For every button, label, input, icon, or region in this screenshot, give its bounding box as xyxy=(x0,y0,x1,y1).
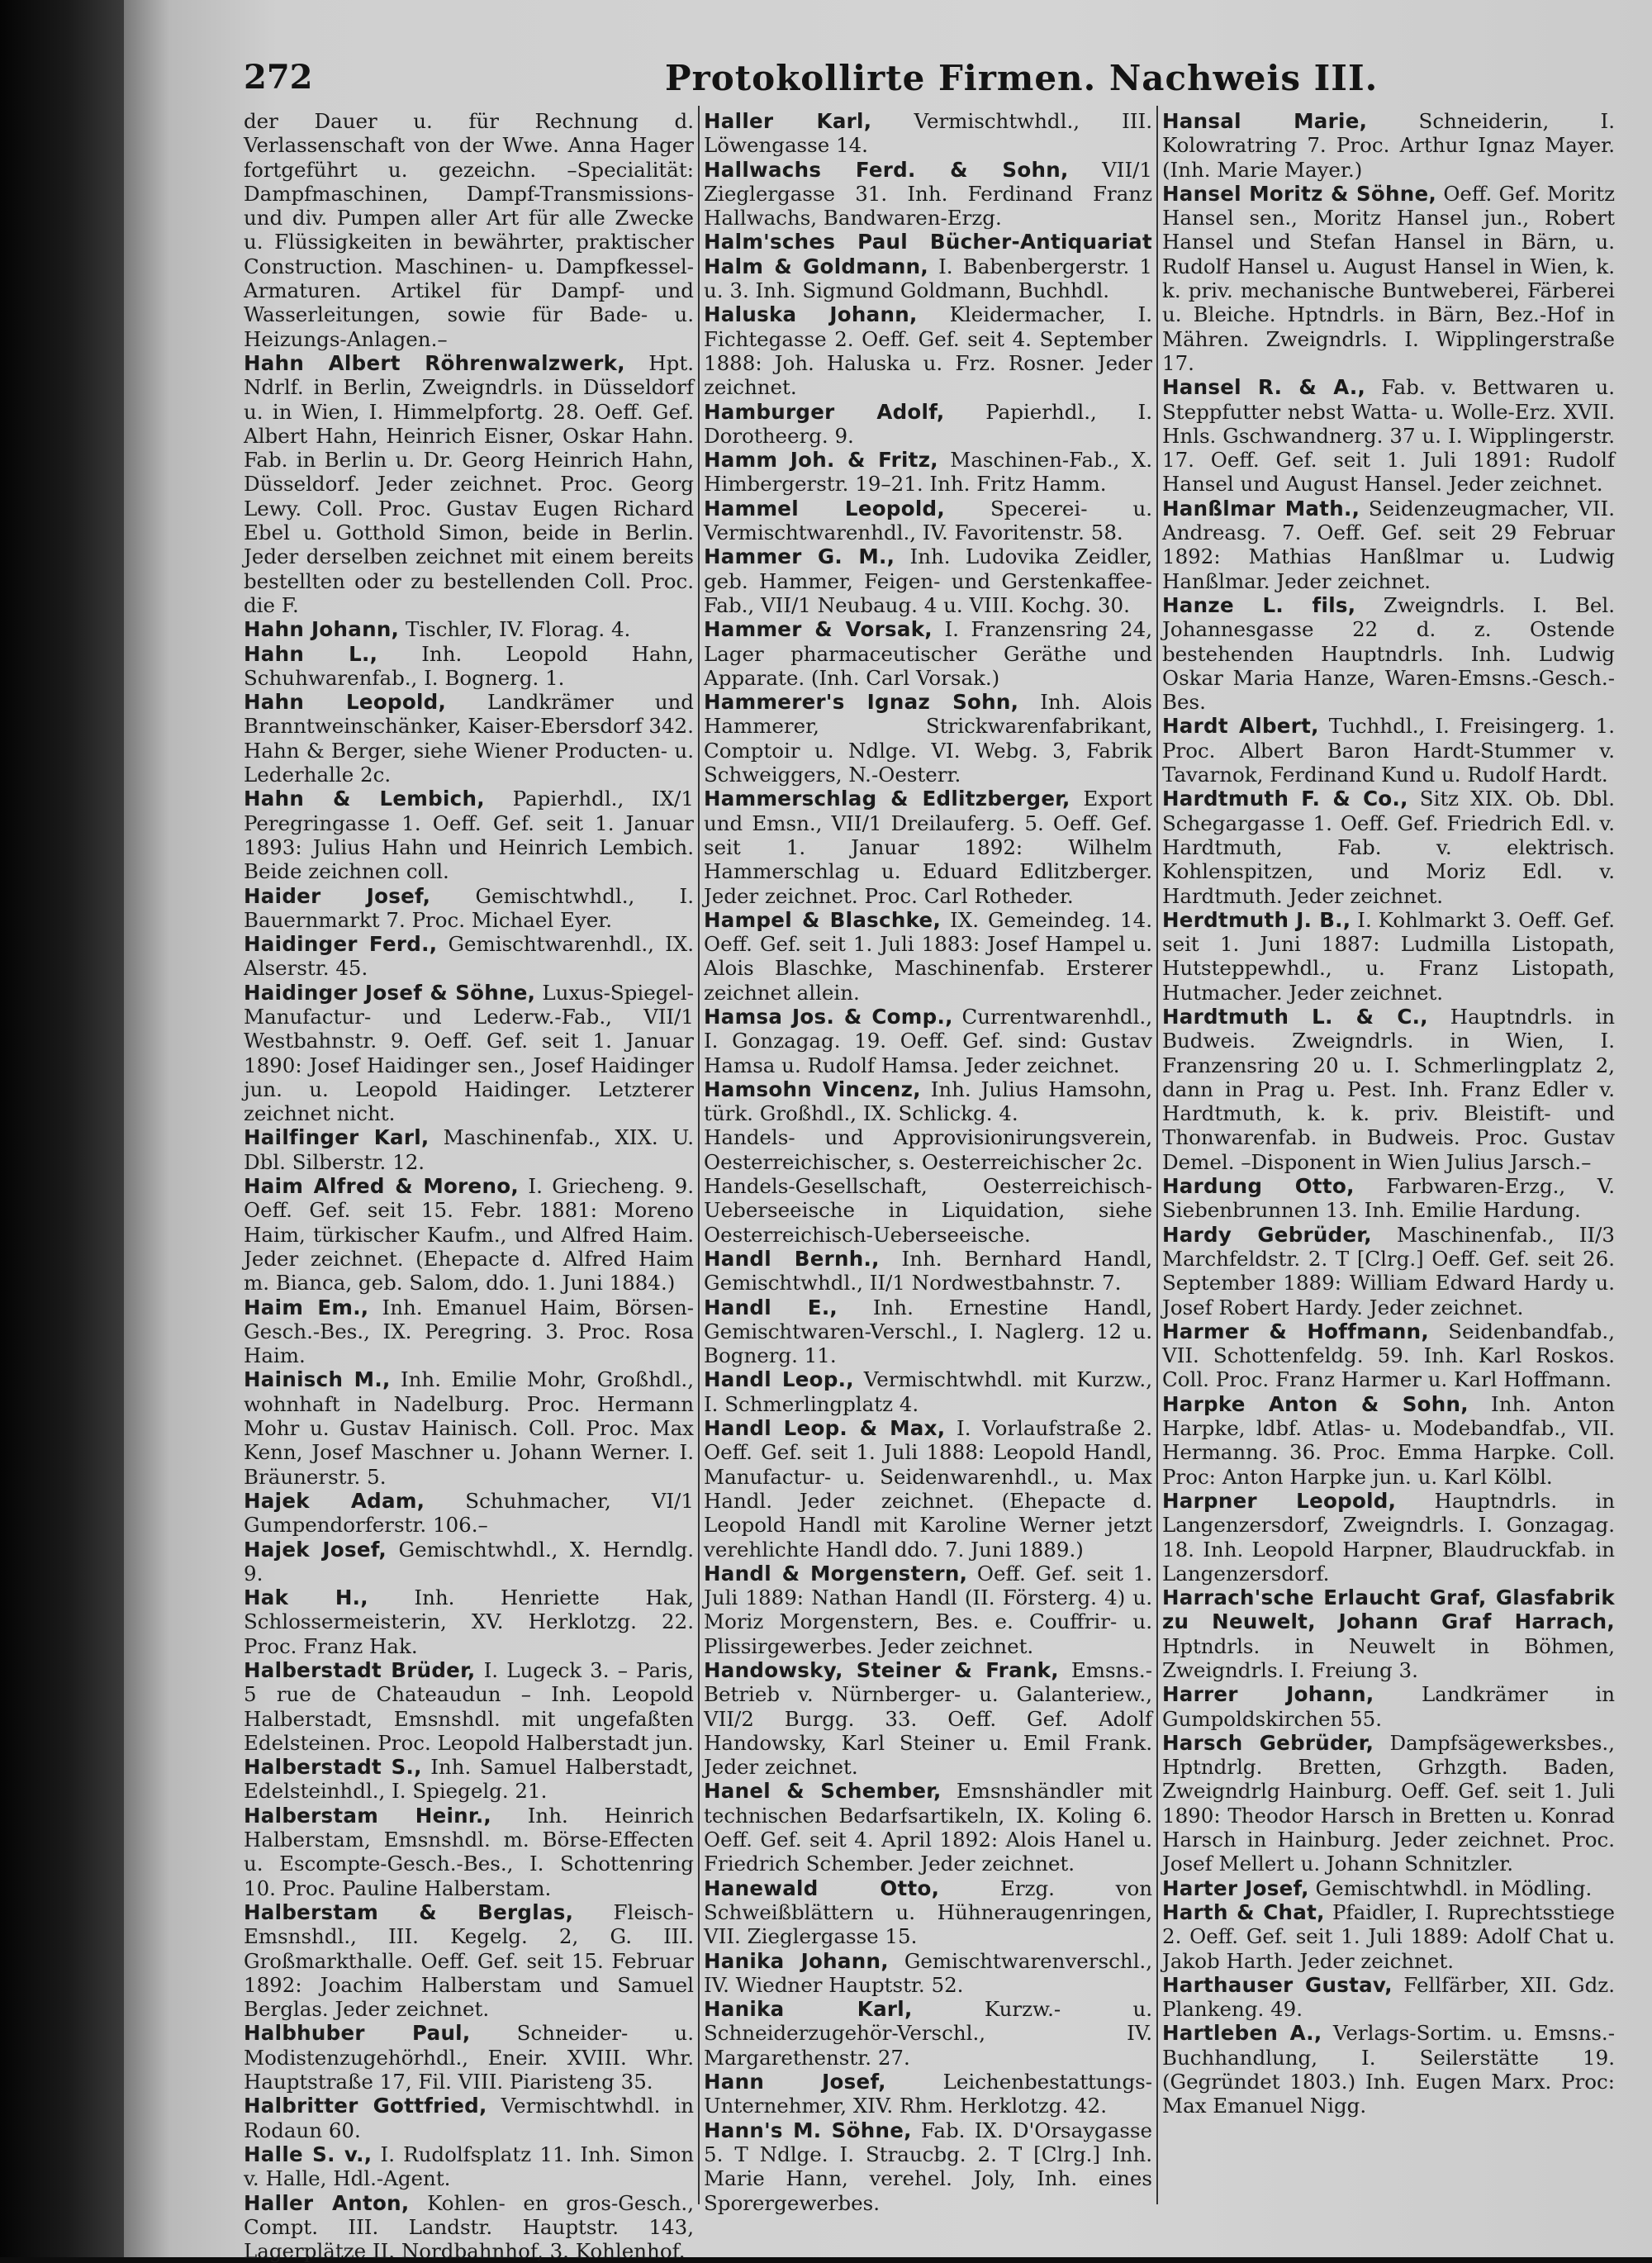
directory-entry xyxy=(704,1779,1152,1876)
firm-name: Hardtmuth F. & Co., xyxy=(1162,787,1408,811)
firm-name: Harrach'sche Erlaucht Graf, Glasfabrik zu Neuwelt, Johann Graf Harrach, xyxy=(1162,1586,1615,1634)
firm-name: Haller Anton, xyxy=(244,2190,410,2215)
entry-text: Tuchhdl., I. Freisingerg. 1. Proc. Albert Baron Hardt-Stummer v. Tavarnok, Ferdinand Kund u. Rudolf Hardt. xyxy=(1162,714,1615,787)
firm-name: Halberstadt Brüder, xyxy=(244,1658,476,1682)
firm-name: Harsch Gebrüder, xyxy=(1162,1730,1374,1755)
directory-entry xyxy=(704,1876,1152,1949)
firm-name: Harter Josef, xyxy=(1162,1876,1309,1900)
entry-text: Farbwaren-Erzg., V. Siebenbrunnen 13. Inh. Emilie Hardung. xyxy=(1162,1174,1615,1223)
firm-name: Hammerer's Ignaz Sohn, xyxy=(704,690,1019,715)
column-divider xyxy=(698,106,700,2204)
book-gutter xyxy=(0,0,124,2257)
entry-text: Inh. Emanuel Haim, Börsen-Gesch.-Bes., IX. Peregring. 3. Proc. Rosa Haim. xyxy=(244,1295,694,1368)
entry-text: I. Lugeck 3. – Paris, 5 rue de Chateaudun – Inh. Leopold Halberstadt, Emsnshdl. mit ungefaßten Edelsteinen. Proc. Leopold Halberstadt jun. xyxy=(244,1658,694,1755)
entry-text: Luxus-Spiegel-Manufactur- und Lederw.-Fab., VII/1 Westbahnstr. 9. Oeff. Gef. seit 1. Januar 1890: Josef Haidinger sen., Josef Haidinger jun. u. Leopold Haidinger. Letzterer zeichnet nicht. xyxy=(244,980,694,1126)
firm-name: Hansal Marie, xyxy=(1162,109,1368,133)
entry-text: Inh. Emilie Mohr, Großhdl., wohnhaft in Nadelburg. Proc. Hermann Mohr u. Gustav Hainisch. Coll. Proc. Max Kenn, Josef Maschner u. Johann Werner. I. Bräunerstr. 5. xyxy=(244,1367,694,1489)
directory-entry xyxy=(1162,2021,1615,2118)
directory-entry xyxy=(244,2094,694,2142)
firm-name: Haim Em., xyxy=(244,1295,369,1319)
firm-name: Hamm Joh. & Fritz, xyxy=(704,448,938,473)
firm-name: Harrer Johann, xyxy=(1162,1682,1374,1707)
entry-text: Maschinen-Fab., X. Himbergerstr. 19–21. Inh. Fritz Hamm. xyxy=(704,448,1152,497)
firm-name: Halbritter Gottfried, xyxy=(244,2094,487,2118)
directory-entry xyxy=(704,1416,1152,1562)
directory-entry xyxy=(244,2021,694,2094)
entry-text: Vermischtwhdl. in Rodaun 60. xyxy=(244,2094,695,2142)
directory-entry xyxy=(704,109,1152,158)
directory-entry xyxy=(704,2070,1152,2118)
firm-name: Hahn Leopold, xyxy=(244,690,447,715)
entry-text: Inh. Julius Hamsohn, türk. Großhdl., IX. Schlickg. 4. xyxy=(704,1077,1152,1126)
entry-text: Schneiderin, I. Kolowratring 7. Proc. Arthur Ignaz Mayer. (Inh. Marie Mayer.) xyxy=(1162,109,1615,182)
entry-text: Inh. Heinrich Halberstam, Emsnshdl. m. Börse-Effecten u. Escompte-Gesch.-Bes., I. Schottenring 10. Proc. Pauline Halberstam. xyxy=(244,1803,694,1900)
entry-text: Pfaidler, I. Ruprechtsstiege 2. Oeff. Gef. seit 1. Juli 1889: Adolf Chat u. Jakob Harth. Jeder zeichnet. xyxy=(1162,1899,1616,1973)
firm-name: Halbhuber Paul, xyxy=(244,2021,471,2046)
directory-entry xyxy=(704,1562,1152,1658)
entry-text: Vermischtwhdl., III. Löwengasse 14. xyxy=(704,109,1153,158)
entry-text: Inh. Leopold Hahn, Schuhwarenfab., I. Bognerg. 1. xyxy=(244,641,694,690)
entry-text: Inh. Ernestine Handl, Gemischtwaren-Verschl., I. Naglerg. 12 u. Bognerg. 11. xyxy=(704,1295,1152,1368)
entry-text: I. Rudolfsplatz 11. Inh. Simon v. Halle, Hdl.-Agent. xyxy=(244,2142,694,2191)
firm-name: Hammer G. M., xyxy=(704,544,895,569)
firm-name: Hamsohn Vincenz, xyxy=(704,1077,921,1101)
entry-text: Gemischtwhdl., I. Bauernmarkt 7. Proc. Michael Eyer. xyxy=(244,883,694,932)
entry-text: Fab. IX. D'Orsaygasse 5. T Ndlge. I. Straucbg. 2. T [Clrg.] Inh. Marie Hann, verehel. Joly, Inh. eines Sporergewerbes. xyxy=(704,2118,1152,2215)
entry-text: I. Franzensring 24, Lager pharmaceutischer Geräthe und Apparate. (Inh. Carl Vorsak.) xyxy=(704,617,1152,690)
directory-entry xyxy=(704,1367,1152,1416)
directory-entry xyxy=(244,1658,694,1755)
firm-name: Handl Leop. & Max, xyxy=(704,1416,946,1441)
firm-name: Handl Leop., xyxy=(704,1367,854,1392)
entry-text: I. Kohlmarkt 3. Oeff. Gef. seit 1. Juni 1887: Ludmilla Listopath, Hutsteppewhdl., u. Franz Listopath, Hutmacher. Jeder zeichnet. xyxy=(1162,907,1615,1005)
entry-text: Sitz XIX. Ob. Dbl. Schegargasse 1. Oeff. Gef. Friedrich Edl. v. Hardtmuth, Fab. v. elektrisch. Kohlenspitzen, und Moriz Edl. v. Hardtmuth. Jeder zeichnet. xyxy=(1162,787,1615,908)
directory-entry xyxy=(1162,1319,1615,1392)
firm-name: Hampel & Blaschke, xyxy=(704,907,942,932)
entry-text: Seidenzeugmacher, VII. Andreasg. 7. Oeff. Gef. seit 29 Februar 1892: Mathias Hanßlmar u. Ludwig Hanßlmar. Jeder zeichnet. xyxy=(1162,496,1615,593)
firm-name: Hanel & Schember, xyxy=(704,1779,942,1804)
entry-text: Papierhdl., IX/1 Peregringasse 1. Oeff. Gef. seit 1. Januar 1893: Julius Hahn und Heinrich Lembich. Beide zeichnen coll. xyxy=(244,787,694,884)
firm-name: Harmer & Hoffmann, xyxy=(1162,1319,1429,1343)
directory-entry xyxy=(704,1247,1152,1296)
entry-text: Fellfärber, XII. Gdz. Plankeng. 49. xyxy=(1162,1972,1615,2022)
directory-column-1 xyxy=(244,109,695,2263)
directory-entry xyxy=(244,1489,694,1538)
directory-entry xyxy=(704,302,1152,399)
directory-entry xyxy=(244,690,694,739)
firm-name: Hardtmuth L. & C., xyxy=(1162,1004,1428,1029)
firm-name: Halberstadt S., xyxy=(244,1755,422,1780)
entry-text: Oeff. Gef. Moritz Hansel sen., Moritz Hansel jun., Robert Hansel und Stefan Hansel in Bärn, u. Rudolf Hansel u. August Hansel in Wien, k. k. priv. mechanische Buntweberei, Färberei u. Bleiche. Hptndrls. in Bärn, Bez.-Hof in Mähren. Zweigndrls. I. Wipplingerstraße 17. xyxy=(1162,181,1615,375)
firm-name: Handowsky, Steiner & Frank, xyxy=(704,1658,1059,1682)
entry-text: Gemischtwarenhdl., IX. Alserstr. 45. xyxy=(244,932,694,981)
entry-text: Inh. Ludovika Zeidler, geb. Hammer, Feigen- und Gerstenkaffee-Fab., VII/1 Neubaug. 4 u. VIII. Kochg. 30. xyxy=(704,544,1153,617)
directory-entry xyxy=(1162,593,1615,714)
firm-name: Haim Alfred & Moreno, xyxy=(244,1174,519,1199)
directory-entry xyxy=(1162,714,1615,787)
entry-text: Fleisch-Emsnshdl., III. Kegelg. 2, G. III. Großmarkthalle. Oeff. Gef. seit 15. Februar 1892: Joachim Halberstam und Samuel Berglas. Jeder zeichnet. xyxy=(244,1899,695,2022)
entry-text: Gemischtwhdl., X. Herndlg. 9. xyxy=(244,1537,695,1586)
directory-entry xyxy=(704,617,1152,690)
firm-name: Hansel R. & A., xyxy=(1162,375,1366,400)
entry-text: Tischler, IV. Florag. 4. xyxy=(399,617,631,642)
firm-name: Hansel Moritz & Söhne, xyxy=(1162,181,1437,206)
entry-text: Papierhdl., I. Dorotheerg. 9. xyxy=(704,399,1152,448)
firm-name: Handl Bernh., xyxy=(704,1246,880,1271)
entry-text: Currentwarenhdl., I. Gonzagag. 19. Oeff. Gef. sind: Gustav Hamsa u. Rudolf Hamsa. Jeder zeichnet. xyxy=(704,1004,1152,1077)
directory-entry xyxy=(1162,787,1615,907)
directory-entry xyxy=(244,739,694,787)
entry-text: Emsnshändler mit technischen Bedarfsartikeln, IX. Koling 6. Oeff. Gef. seit 4. April 1892: Alois Hanel u. Friedrich Schember. Jeder zeichnet. xyxy=(704,1779,1152,1876)
entry-text: Seidenbandfab., VII. Schottenfeldg. 59. Inh. Karl Roskos. Coll. Proc. Franz Harmer u. Karl Hoffmann. xyxy=(1162,1319,1615,1392)
firm-name: Hahn L., xyxy=(244,641,378,666)
entry-text: Hpt. Ndrlf. in Berlin, Zweigndrls. in Düsseldorf u. in Wien, I. Himmelpfortg. 28. Oeff. Gef. Albert Hahn, Heinrich Eisner, Oskar Hahn. Fab. in Berlin u. Dr. Georg Heinrich Hahn, Düsseldorf. Jeder zeichnet. Proc. Georg Lewy. Coll. Proc. Gustav Eugen Richard Ebel u. Gotthold Simon, beide in Berlin. Jeder derselben zeichnet mit einem bereits bestellten oder zu bestellenden Coll. Proc. die F. xyxy=(244,350,694,617)
directory-entry xyxy=(704,1077,1152,1126)
firm-name: Hanika Johann, xyxy=(704,1948,889,1973)
firm-name: Harpke Anton & Sohn, xyxy=(1162,1391,1469,1416)
directory-entry xyxy=(244,2191,694,2263)
entry-text: Maschinenfab., XIX. U. Dbl. Silberstr. 12. xyxy=(244,1125,694,1174)
directory-entry xyxy=(1162,182,1615,375)
directory-entry xyxy=(704,908,1152,1005)
directory-entry xyxy=(1162,1223,1615,1319)
directory-entry xyxy=(244,981,694,1126)
directory-entry xyxy=(244,1804,694,1900)
directory-column-3 xyxy=(1162,109,1615,2199)
directory-entry xyxy=(244,1900,694,2021)
firm-name: Hak H., xyxy=(244,1586,368,1610)
entry-text: Landkrämer und Branntweinschänker, Kaiser-Ebersdorf 342. xyxy=(244,690,694,739)
directory-entry xyxy=(704,400,1152,449)
directory-entry xyxy=(244,1586,694,1658)
directory-entry xyxy=(704,1658,1152,1779)
entry-text: Fab. v. Bettwaren u. Steppfutter nebst Watta- u. Wolle-Erz. XVII. Hnls. Gschwandnerg. 37 u. I. Wipplingerstr. 17. Oeff. Gef. seit 1. Juli 1891: Rudolf Hansel und August Hansel. Jeder zeichnet. xyxy=(1162,375,1615,497)
firm-name: Hamsa Jos. & Comp., xyxy=(704,1004,953,1029)
directory-entry xyxy=(704,690,1152,787)
entry-text: I. Griecheng. 9. Oeff. Gef. seit 15. Febr. 1881: Moreno Haim, türkischer Kaufm., und Alfred Haim. Jeder zeichnet. (Ehepacte d. Alfred Haim m. Bianca, geb. Salom, ddo. 1. Juni 1884.) xyxy=(244,1174,695,1296)
firm-name: Hahn Albert Röhrenwalzwerk, xyxy=(244,350,625,375)
entry-text: Specerei- u. Vermischtwarenhdl., IV. Favoritenstr. 58. xyxy=(704,496,1153,545)
directory-entry xyxy=(244,787,694,883)
directory-entry xyxy=(244,642,694,691)
firm-name: Hann's M. Söhne, xyxy=(704,2118,912,2142)
directory-entry xyxy=(244,1125,694,1174)
directory-entry xyxy=(1162,1174,1615,1223)
entry-text: Kohlen- en gros-Gesch., Compt. III. Landstr. Hauptstr. 143, Lagerplätze II. Nordbahnhof, 3. Kohlenhof. xyxy=(244,2190,694,2263)
firm-name: Hajek Josef, xyxy=(244,1537,387,1562)
directory-entry xyxy=(704,230,1152,302)
directory-entry xyxy=(704,158,1152,231)
entry-text: Maschinenfab., II/3 Marchfeldstr. 2. T [Clrg.] Oeff. Gef. seit 26. September 1889: William Edward Hardy u. Josef Robert Hardy. Jeder zeichnet. xyxy=(1162,1222,1616,1319)
entry-text: Leichenbestattungs-Unternehmer, XIV. Rhm. Herklotzg. 42. xyxy=(704,2070,1152,2118)
entry-text: Landkrämer in Gumpoldskirchen 55. xyxy=(1162,1682,1615,1731)
firm-name: Haidinger Josef & Söhne, xyxy=(244,980,536,1005)
directory-entry xyxy=(1162,1586,1615,1682)
entry-text: Inh. Alois Hammerer, Strickwarenfabrikant, Comptoir u. Ndlge. VI. Webg. 3, Fabrik Schweiggers, N.-Oesterr. xyxy=(704,690,1152,787)
entry-text: Inh. Anton Harpke, ldbf. Atlas- u. Modebandfab., VII. Hermanng. 36. Proc. Emma Harpke. Coll. Proc: Anton Harpke jun. u. Karl Kölbl. xyxy=(1162,1391,1616,1489)
directory-entry xyxy=(704,2118,1152,2215)
firm-name: Hardy Gebrüder, xyxy=(1162,1222,1372,1247)
entry-text: Kurzw.- u. Schneiderzugehör-Verschl., IV. Margarethenstr. 27. xyxy=(704,1997,1153,2070)
firm-name: Hardt Albert, xyxy=(1162,714,1319,739)
firm-name: Haller Karl, xyxy=(704,109,872,133)
page-title: Protokollirte Firmen. Nachweis III. xyxy=(665,58,1379,98)
directory-entry xyxy=(1162,497,1615,593)
directory-entry xyxy=(1162,1973,1615,2022)
entry-text: Kleidermacher, I. Fichtegasse 2. Oeff. Gef. seit 4. September 1888: Joh. Haluska u. Frz. Rosner. Jeder zeichnet. xyxy=(704,302,1152,400)
entry-text: I. Babenbergerstr. 1 u. 3. Inh. Sigmund Goldmann, Buchhdl. xyxy=(704,254,1152,303)
firm-name: Hanika Karl, xyxy=(704,1997,913,2022)
entry-text: Schneider- u. Modistenzugehörhdl., Eneir. XVIII. Whr. Hauptstraße 17, Fil. VIII. Piaristeng 35. xyxy=(244,2021,694,2094)
entry-text: Inh. Bernhard Handl, Gemischtwhdl., II/1 Nordwestbahnstr. 7. xyxy=(704,1246,1152,1296)
firm-name: Halle S. v., xyxy=(244,2142,373,2166)
directory-column-2 xyxy=(704,109,1153,2215)
directory-entry xyxy=(244,351,694,617)
firm-name: Hailfinger Karl, xyxy=(244,1125,430,1150)
directory-entry xyxy=(1162,1731,1615,1876)
entry-text: Hauptndrls. in Budweis. Zweigndrls. in Wien, I. Franzensring 20 u. I. Schmerlingplatz 2, dann in Prag u. Pest. Inh. Franz Edler v. Hardtmuth, k. k. priv. Bleistift- und Thonwarenfab. in Budweis. Proc. Gustav Demel. –Disponent in Wien Julius Jarsch.– xyxy=(1162,1004,1615,1174)
entry-text: Emsns.-Betrieb v. Nürnberger- u. Galanteriew., VII/2 Burgg. 33. Oeff. Gef. Adolf Handowsky, Karl Steiner u. Emil Frank. Jeder zeichnet. xyxy=(704,1658,1152,1780)
entry-text: Hauptndrls. in Langenzersdorf, Zweigndrls. I. Gonzagag. 18. Inh. Leopold Harpner, Blaudruckfab. in Langenzersdorf. xyxy=(1162,1488,1615,1586)
directory-entry xyxy=(1162,1876,1615,1900)
entry-text: Export und Emsn., VII/1 Dreilauferg. 5. Oeff. Gef. seit 1. Januar 1892: Wilhelm Hammerschlag u. Eduard Edlitzberger. Jeder zeichnet. Proc. Carl Rotheder. xyxy=(704,787,1153,908)
directory-entry xyxy=(244,2142,694,2191)
firm-name: Halberstam & Berglas, xyxy=(244,1899,574,1924)
directory-entry xyxy=(1162,1392,1615,1489)
directory-entry xyxy=(1162,1005,1615,1174)
entry-text: der Dauer u. für Rechnung d. Verlassenschaft von der Wwe. Anna Hager fortgeführt u. gezeichn. –Specialität: Dampfmaschinen, Dampf-Transmissions- und div. Pumpen aller Art für alle Zwecke u. Flüssigkeiten in bewährter, praktischer Construction. Maschinen- u. Dampfkessel-Armaturen. Artikel für Dampf- und Wasserleitungen, sowie für Bade- u. Heizungs-Anlagen.– xyxy=(244,109,694,351)
entry-text: IX. Gemeindeg. 14. Oeff. Gef. seit 1. Juli 1883: Josef Hampel u. Alois Blaschke, Maschinenfab. Ersterer zeichnet allein. xyxy=(704,907,1153,1005)
firm-name: Halberstam Heinr., xyxy=(244,1803,492,1828)
directory-entry xyxy=(704,1005,1152,1077)
directory-entry xyxy=(704,1296,1152,1368)
firm-name: Hammer & Vorsak, xyxy=(704,617,933,642)
firm-name: Hallwachs Ferd. & Sohn, xyxy=(704,157,1069,182)
firm-name: Harth & Chat, xyxy=(1162,1899,1325,1924)
firm-name: Hanewald Otto, xyxy=(704,1876,940,1900)
firm-name: Halm'sches Paul Bücher-Antiquariat Halm & Goldmann, xyxy=(704,230,1152,278)
firm-name: Hanze L. fils, xyxy=(1162,592,1356,617)
firm-name: Hammerschlag & Edlitzberger, xyxy=(704,787,1070,811)
directory-entry xyxy=(244,1296,694,1368)
directory-entry xyxy=(1162,908,1615,1005)
directory-entry xyxy=(1162,1900,1615,1973)
firm-name: Hahn Johann, xyxy=(244,617,400,642)
entry-text: Gemischtwhdl. in Mödling. xyxy=(1308,1876,1593,1900)
directory-entry xyxy=(244,932,694,981)
directory-entry xyxy=(704,787,1152,907)
firm-name: Handl & Morgenstern, xyxy=(704,1561,968,1586)
directory-entry xyxy=(704,1997,1152,2070)
page-number: 272 xyxy=(244,58,313,97)
firm-name: Hamburger Adolf, xyxy=(704,399,945,424)
entry-text: Zweigndrls. I. Bel. Johannesgasse 22 d. z. Ostende bestehenden Hauptndrls. Inh. Ludwig Oskar Maria Hanze, Waren-Emsns.-Gesch.-Bes. xyxy=(1162,592,1615,715)
directory-entry xyxy=(244,617,694,641)
entry-text: Verlags-Sortim. u. Emsns.-Buchhandlung, I. Seilerstätte 19. (Gegründet 1803.) Inh. Eugen Marx. Proc: Max Emanuel Nigg. xyxy=(1162,2021,1615,2118)
directory-entry xyxy=(1162,1682,1615,1731)
firm-name: Hardung Otto, xyxy=(1162,1174,1355,1199)
firm-name: Hainisch M., xyxy=(244,1367,391,1392)
entry-text: Inh. Samuel Halberstadt, Edelsteinhdl., I. Spiegelg. 21. xyxy=(244,1755,694,1804)
entry-text: Gemischtwarenverschl., IV. Wiedner Hauptstr. 52. xyxy=(704,1948,1152,1997)
firm-name: Hahn & Lembich, xyxy=(244,787,485,811)
firm-name: Haider Josef, xyxy=(244,883,431,908)
firm-name: Hanßlmar Math., xyxy=(1162,496,1360,521)
firm-name: Harpner Leopold, xyxy=(1162,1488,1397,1513)
entry-text: Hahn & Berger, siehe Wiener Producten- u. Lederhalle 2c. xyxy=(244,738,694,787)
directory-entry xyxy=(244,1755,694,1804)
entry-text: Handels-Gesellschaft, Oesterreichisch-Ueberseeische in Liquidation, siehe Oesterreichisch-Ueberseeische. xyxy=(704,1174,1152,1247)
page-header xyxy=(244,58,1631,99)
firm-name: Hartleben A., xyxy=(1162,2021,1322,2046)
firm-name: Hajek Adam, xyxy=(244,1488,425,1513)
firm-name: Herdtmuth J. B., xyxy=(1162,907,1351,932)
directory-entry xyxy=(704,497,1152,545)
entry-text: VII/1 Zieglergasse 31. Inh. Ferdinand Franz Hallwachs, Bandwaren-Erzg. xyxy=(704,157,1152,231)
entry-text: Inh. Henriette Hak, Schlossermeisterin, XV. Herklotzg. 22. Proc. Franz Hak. xyxy=(244,1586,694,1658)
directory-entry xyxy=(244,1367,694,1488)
directory-entry xyxy=(1162,109,1615,182)
directory-entry xyxy=(244,884,694,933)
entry-text: Oeff. Gef. seit 1. Juli 1889: Nathan Handl (II. Försterg. 4) u. Moriz Morgenstern, Bes. e. Couffrir- u. Plissirgewerbes. Jeder zeichnet. xyxy=(704,1561,1152,1658)
directory-entry xyxy=(244,109,694,351)
entry-text: Vermischtwhdl. mit Kurzw., I. Schmerlingplatz 4. xyxy=(704,1367,1152,1416)
firm-name: Handl E., xyxy=(704,1295,838,1319)
entry-text: Erzg. von Schweißblättern u. Hühneraugenringen, VII. Zieglergasse 15. xyxy=(704,1876,1152,1949)
directory-entry xyxy=(1162,375,1615,496)
directory-entry xyxy=(244,1174,694,1295)
entry-text: I. Vorlaufstraße 2. Oeff. Gef. seit 1. Juli 1888: Leopold Handl, Manufactur- u. Seidenwarenhdl., u. Max Handl. Jeder zeichnet. (Ehepacte d. Leopold Handl mit Karoline Werner jetzt verehlichte Handl ddo. 7. Juni 1889.) xyxy=(704,1416,1152,1562)
firm-name: Hammel Leopold, xyxy=(704,496,945,521)
directory-entry xyxy=(704,1125,1152,1174)
directory-entry xyxy=(704,448,1152,497)
entry-text: Dampfsägewerksbes., Hptndrlg. Bretten, Grhzgth. Baden, Zweigndrlg Hainburg. Oeff. Gef. seit 1. Juli 1890: Theodor Harsch in Bretten u. Konrad Harsch in Hainburg. Jeder zeichnet. Proc. Josef Mellert u. Johann Schnitzler. xyxy=(1162,1730,1615,1876)
entry-text: Schuhmacher, VI/1 Gumpendorferstr. 106.– xyxy=(244,1488,695,1538)
column-divider xyxy=(1156,106,1158,2204)
directory-entry xyxy=(1162,1489,1615,1586)
firm-name: Haidinger Ferd., xyxy=(244,932,438,957)
entry-text: Hptndrls. in Neuwelt in Böhmen, Zweigndrls. I. Freiung 3. xyxy=(1162,1633,1615,1682)
directory-entry xyxy=(704,1949,1152,1998)
firm-name: Harthauser Gustav, xyxy=(1162,1972,1393,1997)
entry-text: Handels- und Approvisionirungsverein, Oesterreichischer, s. Oesterreichischer 2c. xyxy=(704,1125,1152,1174)
directory-entry xyxy=(704,544,1152,617)
firm-name: Hann Josef, xyxy=(704,2070,886,2094)
directory-entry xyxy=(704,1174,1152,1247)
directory-entry xyxy=(244,1538,694,1586)
firm-name: Haluska Johann, xyxy=(704,302,918,327)
